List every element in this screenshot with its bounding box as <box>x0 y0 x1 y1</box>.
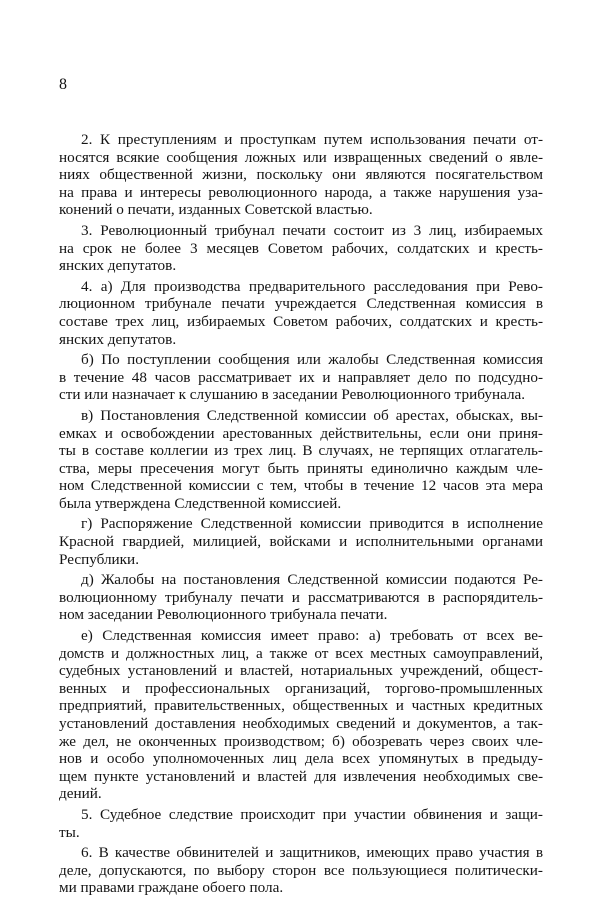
text-line: венных и профессиональных организаций, торгово-промышленных <box>59 679 543 697</box>
text-line: волюционному трибуналу печати и рассматриваются в распорядитель- <box>59 588 543 606</box>
text-line: ми правами граждане обоего пола. <box>59 879 284 897</box>
text-line: носятся всякие сообщения ложных или извращенных сведений о явле- <box>59 148 543 166</box>
paragraph <box>59 515 543 568</box>
text-line: в) Постановления Следственной комиссии об арестах, обысках, вы- <box>81 406 543 424</box>
text-line: дений. <box>59 785 102 803</box>
text-line: ства, меры пресечения могут быть приняты единолично каждым чле- <box>59 459 543 477</box>
text-line: же дел, не оконченных производством; б) обозревать через своих чле- <box>59 732 543 750</box>
text-line: была утверждена Следственной комиссией. <box>59 494 342 512</box>
text-line: судебных установлений и властей, нотариальных учреждений, общест- <box>59 662 543 680</box>
text-line: домств и должностных лиц, а также от всех местных самоуправлений, <box>59 644 543 662</box>
text-line: д) Жалобы на постановления Следственной комиссии подаются Ре- <box>81 571 543 589</box>
text-line: ном Следственной комиссии с тем, чтобы в течение 12 часов эта мера <box>59 477 543 495</box>
text-line: г) Распоряжение Следственной комиссии приводится в исполнение <box>81 515 543 533</box>
text-line: Красной гвардией, милицией, войсками и исполнительными органами <box>59 533 543 551</box>
text-line: на срок не более 3 месяцев Советом рабочих, солдатских и кресть- <box>59 239 543 257</box>
text-line: 4. а) Для производства предварительного расследования при Рево- <box>81 277 543 295</box>
text-line: составе трех лиц, избираемых Советом рабочих, солдатских и кресть- <box>59 312 543 330</box>
text-line: янских депутатов. <box>59 257 177 275</box>
text-line: на права и интересы революционного народа, а также нарушения уза- <box>59 183 543 201</box>
text-line: ном заседании Революционного трибунала печати. <box>59 606 388 624</box>
text-line: 6. В качестве обвинителей и защитников, имеющих право участия в <box>81 844 543 862</box>
paragraph <box>59 806 543 841</box>
text-line: деле, допускаются, по выбору сторон все пользующиеся политически- <box>59 861 543 879</box>
paragraph <box>59 407 543 513</box>
paragraph <box>59 844 543 897</box>
text-line: нов и особо уполномоченных лиц дела всех упомянутых в предыду- <box>59 750 543 768</box>
text-line: ты в составе коллегии из трех лиц. В случаях, не терпящих отлагатель- <box>59 442 543 460</box>
text-line: сти или назначает к слушанию в заседании Революционного трибунала. <box>59 386 526 404</box>
text-line: предприятий, правительственных, общественных и частных кредитных <box>59 697 543 715</box>
text-line: ниях общественной жизни, поскольку они являются посягательством <box>59 166 543 184</box>
text-line: люционном трибунале печати учреждается Следственная комиссия в <box>59 295 543 313</box>
text-line: е) Следственная комиссия имеет право: а) требовать от всех ве- <box>81 627 543 645</box>
text-line: щем пункте установлений и властей для извлечения необходимых све- <box>59 767 543 785</box>
text-line: 3. Революционный трибунал печати состоит из 3 лиц, избираемых <box>81 221 543 239</box>
text-line: установлений доставления необходимых сведений и документов, а так- <box>59 715 543 732</box>
text-line: б) По поступлении сообщения или жалобы Следственная комиссия <box>81 351 543 369</box>
text-line: Республики. <box>59 550 139 568</box>
text-line: янских депутатов. <box>59 330 177 348</box>
text-line: 5. Судебное следствие происходит при участии обвинения и защи- <box>81 805 543 823</box>
document-body <box>59 131 543 900</box>
text-line: емках и освобождении арестованных действительны, если они приня- <box>59 424 543 442</box>
text-line: конений о печати, изданных Советской властью. <box>59 201 373 219</box>
paragraph <box>59 571 543 624</box>
paragraph <box>59 351 543 404</box>
paragraph <box>59 222 543 275</box>
paragraph <box>59 131 543 219</box>
text-line: в течение 48 часов рассматривает их и направляет дело по подсудно- <box>59 368 543 386</box>
page-number: 8 <box>59 76 67 93</box>
text-line: ты. <box>59 823 80 841</box>
text-line: 2. К преступлениям и проступкам путем использования печати от- <box>81 131 543 148</box>
paragraph <box>59 627 543 803</box>
paragraph <box>59 278 543 348</box>
